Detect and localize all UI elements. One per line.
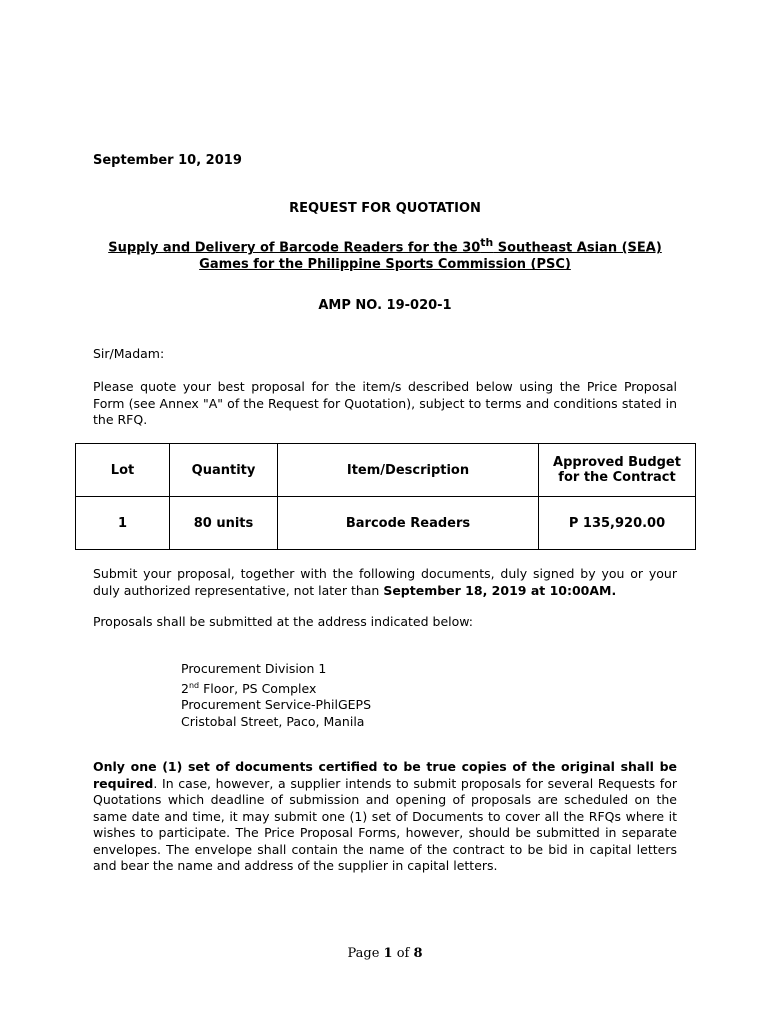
header-quantity: Quantity — [170, 444, 278, 497]
subject-superscript: th — [480, 236, 494, 249]
amp-number: AMP NO. 19-020-1 — [318, 298, 452, 313]
page-footer — [0, 946, 770, 961]
submit-text: Submit your proposal, together with the following documents, duly signed by you or your duly authorized representative, not later than — [93, 566, 677, 598]
submit-paragraph — [93, 566, 677, 599]
cell-quantity: 80 units — [170, 497, 278, 550]
table-row — [76, 497, 696, 550]
address-line1: Procurement Division 1 — [181, 661, 327, 676]
salutation: Sir/Madam: — [93, 346, 165, 361]
footer-of-label: of — [392, 946, 414, 961]
cell-lot: 1 — [76, 497, 170, 550]
address-floor-number: 2 — [181, 680, 189, 696]
footer-page-label: Page — [347, 946, 384, 961]
address-floor-superscript: nd — [188, 680, 200, 690]
footer-page-number: 1 — [383, 946, 393, 961]
subject-heading — [93, 234, 677, 273]
quotation-table — [75, 443, 696, 550]
address-block — [181, 661, 371, 730]
intro-paragraph: Please quote your best proposal for the item/s described below using the Price Proposal Form (see Annex "A" of the Request for Quotation), subject to terms and conditions stated in the RFQ. — [93, 379, 677, 427]
header-lot: Lot — [76, 444, 170, 497]
header-item-description: Item/Description — [278, 444, 539, 497]
header-approved-budget — [539, 444, 696, 497]
note-bold-text: Only one (1) set of documents certified to be true copies of the original shall be required — [93, 759, 677, 791]
address-floor-text: Floor, PS Complex — [199, 680, 317, 696]
table-header-row — [76, 444, 696, 497]
documents-note-paragraph — [93, 759, 677, 875]
address-line2 — [181, 678, 371, 698]
address-line3: Procurement Service-PhilGEPS — [181, 697, 372, 713]
address-intro: Proposals shall be submitted at the address indicated below: — [93, 614, 474, 629]
subject-text-post: Southeast Asian (SEA) — [493, 240, 662, 256]
submit-deadline: September 18, 2019 at 10:00AM. — [383, 582, 617, 598]
header-budget-line2: for the Contract — [558, 470, 676, 485]
address-line4: Cristobal Street, Paco, Manila — [181, 713, 365, 729]
subject-text-line2: Games for the Philippine Sports Commission (PSC) — [199, 257, 571, 273]
header-budget-line1: Approved Budget — [553, 455, 681, 470]
letter-date: September 10, 2019 — [93, 153, 242, 168]
cell-budget: P 135,920.00 — [539, 497, 696, 550]
subject-text-pre: Supply and Delivery of Barcode Readers for the 30 — [108, 240, 481, 256]
cell-item: Barcode Readers — [278, 497, 539, 550]
document-title: REQUEST FOR QUOTATION — [289, 201, 481, 216]
footer-total-pages: 8 — [413, 946, 423, 961]
note-rest-text: . In case, however, a supplier intends to submit proposals for several Requests for Quotations which deadline of submission and opening of proposals are scheduled on the same date and time, it may submit one (1) set of Documents to cover all the RFQs where it wishes to participate. The Price Proposal Forms, however, should be submitted in separate envelopes. The envelope shall contain the name of the contract to be bid in capital letters and bear the name and address of the supplier in capital letters. — [93, 775, 677, 873]
